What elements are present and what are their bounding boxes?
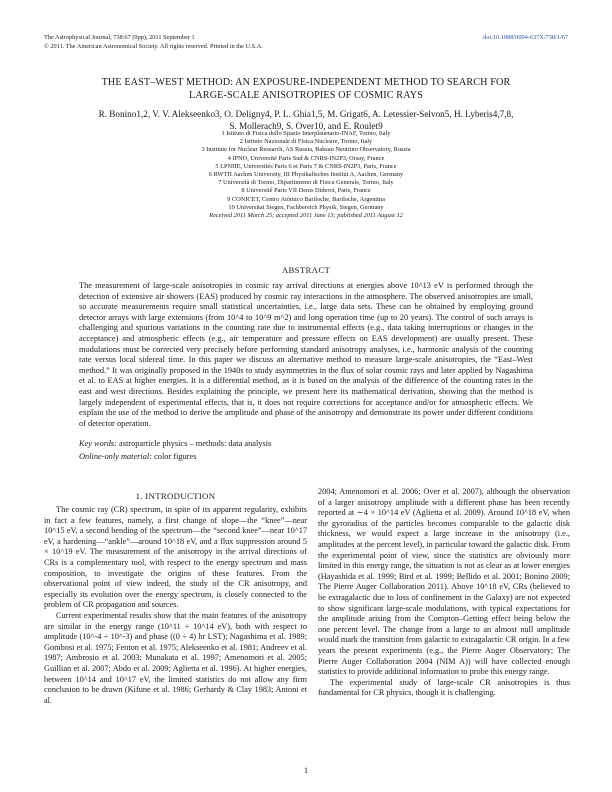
journal-header: The Astrophysical Journal, 738:67 (9pp), 2011 September 1 (44, 34, 195, 41)
affiliation: 10 Universitat Siegen, Fachbereich Physik, Siegen, Germany (228, 203, 384, 211)
affiliation: 7 Università di Torino, Dipartimento di Fisica Generale, Torino, Italy (218, 179, 394, 187)
abstract-text: The measurement of large-scale anisotropies in cosmic ray arrival directions at energies above 10^13 eV is performed through the detection of extensive air showers (EAS) produced by cosmic ray interactions in the atmosphere. The observed anisotropies are small, so accurate measurements require small statistical uncertainties, i.e., large data sets. These can be obtained by employing ground detector arrays with large extensions (from 10^4 to 10^9 m^2) and long operation time (up to 20 years). The control of such arrays is challenging and spurious variations in the counting rate due to instrumental effects (e.g., data taking interruptions or changes in the acceptance) and atmospheric effects (e.g., air temperature and pressure effects on EAS development) are usually present. These modulations must be corrected very precisely before performing standard anisotropy analyses, i.e., harmonic analysis of the counting rate versus local sidereal time. In this paper we discuss an alternative method to measure large-scale anisotropies, the “East–West method.” It was originally proposed in the 1940s to study asymmetries in the flux of solar cosmic rays and later applied by Nagashima et al. to EAS at higher energies. It is a differential method, as it is based on the analysis of the difference of the counting rates in the east and west directions. Besides explaining the principle, we present here its mathematical derivation, showing that the method is largely independent of experimental effects, that is, it does not require corrections for acceptance and/or for atmospheric effects. We explain the use of the method to derive the amplitude and phase of the anisotropy and demonstrate its power under different conditions of detector operation. (79, 281, 533, 428)
affiliation: 5 LPNHE, Universités Paris 6 et Paris 7 & CNRS-IN2P3, Paris, France (215, 162, 397, 170)
paper-title (60, 77, 552, 102)
online-material-value: color figures (154, 452, 197, 461)
paragraph: The experimental study of large-scale CR anisotropies is thus fundamental for CR physics, though it is challenging. (318, 677, 570, 698)
author-line-2: S. Mollerach9, S. Over10, and E. Roulet9 (229, 120, 383, 131)
title-line-2: LARGE-SCALE ANISOTROPIES OF COSMIC RAYS (189, 89, 423, 101)
title-line-1: THE EAST–WEST METHOD: AN EXPOSURE-INDEPENDENT METHOD TO SEARCH FOR (101, 77, 511, 88)
online-material-label: Online-only material: (79, 452, 152, 461)
affiliation: 8 Université Paris VII Denis Diderot, Paris, France (241, 187, 371, 195)
affiliation: 3 Institute for Nuclear Research, AS Russia, Baksan Neutrino Observatory, Russia (201, 146, 411, 154)
author-list (40, 109, 572, 132)
keywords-value: astroparticle physics – methods: data analysis (119, 439, 272, 448)
keywords-label: Key words: (79, 439, 117, 448)
left-column (44, 505, 307, 706)
doi-link[interactable]: doi:10.1088/0004-637X/738/1/67 (483, 34, 568, 41)
received-dates: Received 2011 March 25; accepted 2011 June 13; published 2011 August 12 (209, 212, 403, 220)
affiliation: 4 IPNO, Université Paris Sud & CNRS-IN2P3, Orsay, France (227, 154, 385, 162)
copyright-line: © 2011. The American Astronomical Society. All rights reserved. Printed in the U.S.A. (44, 43, 263, 50)
affiliation: 9 CONICET, Centro Atómico Bariloche, Bariloche, Argentina (227, 195, 385, 203)
right-column (318, 487, 570, 699)
online-material (79, 452, 533, 463)
page-number: 1 (303, 765, 309, 775)
paragraph: 2004; Amenomori et al. 2006; Over et al. 2007), although the observation of a larger anisotropy amplitude with a different phase has been recently reported at ∼4 × 10^14 eV (Aglietta et al. 2009). Around 10^18 eV, when the gyroradius of the particles becomes comparable to the galactic disk thickness, we would expect a large increase in the anisotropy (i.e., amplitudes at the percent level), in particular toward the galactic disk. From the experimental point of view, since the statistics are obviously more limited in this energy range, the situation is not as clear as at lower energies (Hayashida et al. 1999; Bird et al. 1999; Bellido et al. 2001; Bonino 2009; The Pierre Auger Collaboration 2011). Above 10^18 eV, CRs (believed to be extragalactic due to loss of confinement in the Galaxy) are not expected to show significant large-scale modulations, with typical expectations for the amplitude arising from the Compton–Getting effect being below the one percent level. The change from a large to an almost null amplitude would mark the transition from galactic to extragalactic CR origin. In a few years the present experiments (e.g., the Pierre Auger Observatory; The Pierre Auger Collaboration 2004 (NIM A)) will have collected enough statistics to provide additional information to probe this energy range. (318, 487, 570, 677)
section-heading: 1. INTRODUCTION (135, 491, 216, 501)
affiliation: 1 Istituto di Fisica dello Spazio Interplanetario-INAF, Torino, Italy (221, 130, 391, 137)
keywords (79, 439, 533, 450)
abstract-heading: ABSTRACT (281, 265, 331, 275)
author-line-1: R. Bonino1,2, V. V. Alekseenko3, O. Deligny4, P. L. Ghia1,5, M. Grigat6, A. Letessier-Selvon5, H. Lyberis4,7,8, (98, 109, 514, 119)
paragraph: Current experimental results show that the main features of the anisotropy are similar in the energy range (10^11 ÷ 10^14 eV), both with respect to amplitude (10^-4 ÷ 10^-3) and phase ((0 ÷ 4) hr LST); Nagashima et al. 1989; Gombosi et al. 1975; Fenton et al. 1975; Alekseenko et al. 1981; Andreev et al. 1987; Ambrosio et al. 2003; Munakata et al. 1997; Amenomori et al. 2005; Guillian et al. 2007; Abdo et al. 2009; Aglietta et al. 1996). At higher energies, between 10^14 and 10^17 eV, the limited statistics do not allow any firm conclusion to be drawn (Kifune et al. 1986; Gerhardy & Clay 1983; Antoni et al. (44, 610, 307, 705)
affiliation: 6 RWTH Aachen University, III Physikalisches Institut A, Aachen, Germany (208, 171, 404, 179)
affiliation: 2 Istituto Nazionale di Fisica Nucleare, Torino, Italy (239, 138, 373, 146)
paragraph: The cosmic ray (CR) spectrum, in spite of its apparent regularity, exhibits in fact a few features, namely, a first change of slope—the “knee”—near 10^15 eV, a second bending of the spectrum—the “second knee”—near 10^17 eV, a hardening—“ankle”—around 10^18 eV, and a flux suppression around 5 × 10^19 eV. The measurement of the anisotropy in the arrival directions of CRs is a complementary tool, with respect to the energy spectrum and mass composition, to investigate the origins of these features. From the observational point of view indeed, the study of the CR anisotropy, and especially its evolution over the energy spectrum, is closely connected to the problem of CR propagation and sources. (44, 505, 307, 610)
affiliation-list (90, 130, 522, 220)
